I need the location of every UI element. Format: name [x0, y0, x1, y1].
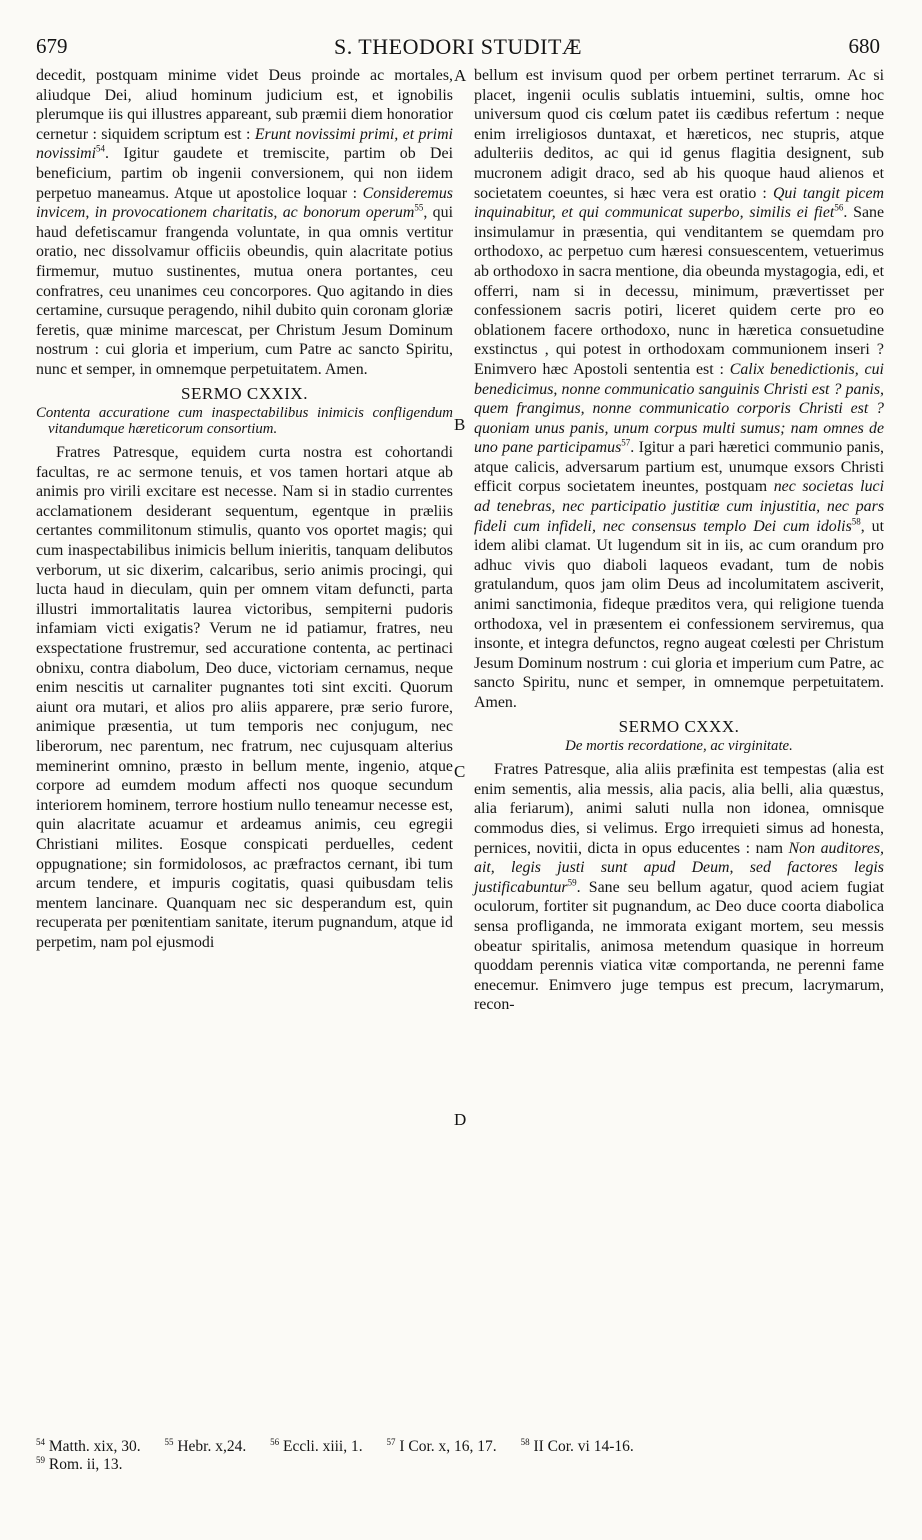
text: . Igitur gaudete et tremiscite, partim ob Dei beneficium, partim ob ingenii conversionem, qui non iidem perpetuo maneamus. Atque ut apostolice loquar : [36, 145, 453, 202]
footnotes [36, 1438, 886, 1474]
footnote-text: Eccli. xiii, 1. [282, 1438, 363, 1455]
text: decedit, postquam minime videt Deus proinde ac mortales, aliudque Dei, aliud hominum judicium est, et ignobilis plerumque iis qui illustres appareant, sub præmii diem honoratior cernetur : siquidem scriptum est : [36, 67, 453, 143]
quotation: Qui tangit picem inquinabitur, et qui communicat superbo, similis ei fiet [474, 184, 884, 222]
text: , qui haud defetiscamur frangenda voluntate, in qua omnis vertitur oratio, nec dissolvamur officiis obeundis, quin alacritate potius firmemur, mutuo sustinentes, mutua onera portantes, ceu confratres, ceu unanimes ceu concorpores. Quo agitando in dies certamine, cursuque peragendo, nihil dubito quin coronam gloriæ feretis, quæ minime marcescat, per Christum Jesum Dominum nostrum : cui gloria et imperium, cum Patre ac sancto Spiritu, nunc et semper, in omnemque perpetuitatem. Amen. [36, 204, 453, 378]
paragraph [474, 66, 884, 713]
quotation: Consideremus invicem, in provocationem charitatis, ac bonorum operum [36, 184, 453, 222]
text: . Sane insimulamur in præsentia, qui venditantem se quemdam pro orthodoxo, ac perpetuo cum hæresi consuescentem, vetuerimus ab orthodoxo in sacra mentione, dia obeunda mystagogia, edi, et offerri, nam si in decessu, minimum, prævertisset per confessionem sacris potiri, liceret quidem certe pro eo oblationem facere orthodoxo, nunc in hæretica consuetudine exstinctus , qui potest in orthodoxam communionem inseri ? Enimvero hæc Apostoli sententia est : [474, 204, 884, 378]
footnote [36, 1456, 123, 1473]
quotation: Erunt novissimi primi, et primi novissimi [36, 125, 453, 163]
paragraph [36, 66, 453, 380]
footnote-number: 56 [270, 1436, 280, 1447]
margin-marker-b: B [454, 415, 466, 434]
footnote-ref: 54 [96, 144, 106, 155]
footnote-ref: 58 [851, 516, 861, 527]
footnote-ref: 59 [567, 877, 577, 888]
text: . Sane seu bellum agatur, quod aciem fugiat oculorum, fortiter sit pugnandum, ac Deo duce coorta diabolica sensa profliganda, ne immorata exigant mortem, seu messis obeatur spiritalis, animosa metendum quasique in horreum quoddam perennis viatica vitæ comportanda, ne perenni fame enecemur. Enimvero juge tempus est precum, lacrymarum, recon- [474, 878, 884, 1014]
margin-marker-a: A [454, 66, 467, 85]
footnote-number: 58 [520, 1436, 530, 1447]
text: Fratres Patresque, alia aliis præfinita est tempestas (alia est enim sementis, alia messis, alia pacis, alia belli, alia quæstus, alia feriarum), animi saluti nulla non idonea, omnisque commodus dies, si velimus. Ergo irrequieti simus ad honesta, pernices, novitii, dicta in opus educentes : nam [474, 761, 884, 857]
footnote-line [36, 1456, 886, 1474]
footnote-number: 55 [164, 1436, 174, 1447]
margin-marker-d: D [454, 1110, 467, 1129]
footnote-text: Matth. xix, 30. [48, 1438, 141, 1455]
paragraph: Fratres Patresque, equidem curta nostra est cohortandi facultas, re ac sermone tenuis, et vos tamen hortari atque ab animis pro virili excitare est necesse. Nam si in stadio currentes acclamationem desiderant sequentum, egentque in præliis certantes commilitonum stimulis, quanto vos oportet magis; qui cum inaspectabilibus inimicis bellum inieritis, tanquam delibutos verborum, ut sic dixerim, calcaribus, serio animis procingi, qui lucta haud in dieculam, quin per omnem vitam defuncti, parta illustri immortalitatis laurea victoribus, sempiterni pudoris infamiam victi exigatis? Verum ne id patiamur, fratres, neu exspectatione frustremur, sed accuratione contenta, ac pertinaci obnixu, contra diabolum, Deo duce, victoriam cernamus, neque enim nescitis ut carnaliter pugnantes toti sint exciti. Quorum aiunt ora mutari, et alios pro aliis apparere, præ serio furore, animique præsentia, ut tum temporis nec conjugum, nec liberorum, nec parentum, nec fratrum, nec cujusquam alterius meminerint omnino, præsto in bellum mente, ingenio, atque corpore ad eumdem modum affecti nos quoque secundum interiorem hominem, terrore hostium nullo teneamur necesse est, quin alacritate acuamur et ardeamus animis, ceu egregii Christiani milites. Eosque conspicati perduelles, cedent oppugnatione; sin formidolosos, ac præfractos cernant, ibi tum arcum tendere, et impuris cogitatis, quasi quibusdam telis mentem lancinare. Quanquam nec sic desperandum est, quin recuperata per pœnitentiam sanitate, iterum pugnandum, atque id perpetim, nam pol ejusmodi [36, 444, 453, 951]
footnote-line [36, 1438, 886, 1456]
footnote-text: I Cor. x, 16, 17. [399, 1438, 497, 1455]
paragraph [474, 760, 884, 1015]
footnote-text: Hebr. x,24. [177, 1438, 247, 1455]
footnote [521, 1438, 634, 1455]
page-number-left: 679 [36, 34, 68, 58]
left-column [36, 66, 453, 953]
footnote-number: 57 [386, 1436, 396, 1447]
text: . Igitur a pari hæretici communio panis, atque calicis, adversarum partium est, unumque exsors Christi efficit corpus societatem ineuntes, postquam [474, 439, 884, 496]
quotation: Non auditores, ait, legis justi sunt apud Deum, sed factores legis justificabuntur [474, 839, 884, 896]
page-header [36, 34, 880, 64]
quotation: Calix benedictionis, cui benedicimus, nonne communicatio sanguinis Christi est ? panis, quem frangimus, nonne communicatio corporis Christi est ? quoniam unus panis, unum corpus multi sumus; nam omnes de uno pane participamus [474, 360, 884, 457]
footnote-ref: 56 [834, 202, 844, 213]
sermon-subtitle: De mortis recordatione, ac virginitate. [565, 738, 793, 755]
page-number-right: 680 [848, 34, 880, 58]
sermon-title: SERMO CXXX. [618, 716, 740, 736]
text: , ut idem alibi clamat. Ut lugendum sit in iis, ac cum orandum pro adhuc vivis quo diaboli laqueos evadant, tum de nobis gratulandum, quos jam olim Deus ad incolumitatem asciverit, animi sanctimonia, fideque præditos vera, qui religione tuenda orthodoxa, vel in præsentem ei confessionem serviremus, qua insonte, et integra defunctos, regno augeat cœlesti per Christum Jesum Dominum nostrum : cui gloria et imperium cum Patre, ac sancto Spiritu, nunc et semper, in omnemque perpetuitatem. Amen. [474, 517, 884, 711]
text: bellum est invisum quod per orbem pertinet terrarum. Ac si placet, ingenii oculis sublatis intuemini, sultis, omne hoc universum quod cis cœlum patet iis cædibus refertum : neque enim irreligiosos duntaxat, et hæreticos, nec stupris, atque adulteriis deditos, ac qui id genus flagitia designent, sub mucronem adigit draco, sed ab his quoque haud alienos et societatem coeuntes, si hæc vera est oratio : [474, 67, 884, 202]
sermon-title: SERMO CXXIX. [181, 383, 308, 403]
footnote [164, 1438, 246, 1455]
quotation: nec societas luci ad tenebras, nec participatio justitiæ cum injustitia, nec pars fideli cum infideli, nec consensus templo Dei cum idolis [474, 478, 884, 535]
footnote-text: Rom. ii, 13. [48, 1456, 123, 1473]
footnote [387, 1438, 497, 1455]
footnote-ref: 57 [621, 437, 631, 448]
footnote-number: 54 [36, 1436, 45, 1447]
sermon-subtitle: Contenta accuratione cum inaspectabilibus inimicis confligendum vitandumque hæreticorum consortium. [36, 405, 453, 438]
footnote [36, 1438, 141, 1455]
footnote-number: 59 [36, 1454, 45, 1465]
footnote [270, 1438, 363, 1455]
footnote-text: II Cor. vi 14-16. [533, 1438, 634, 1455]
margin-marker-c: C [454, 762, 466, 781]
right-column [474, 66, 884, 1015]
running-title: S. THEODORI STUDITÆ [333, 34, 583, 59]
footnote-ref: 55 [414, 202, 424, 213]
